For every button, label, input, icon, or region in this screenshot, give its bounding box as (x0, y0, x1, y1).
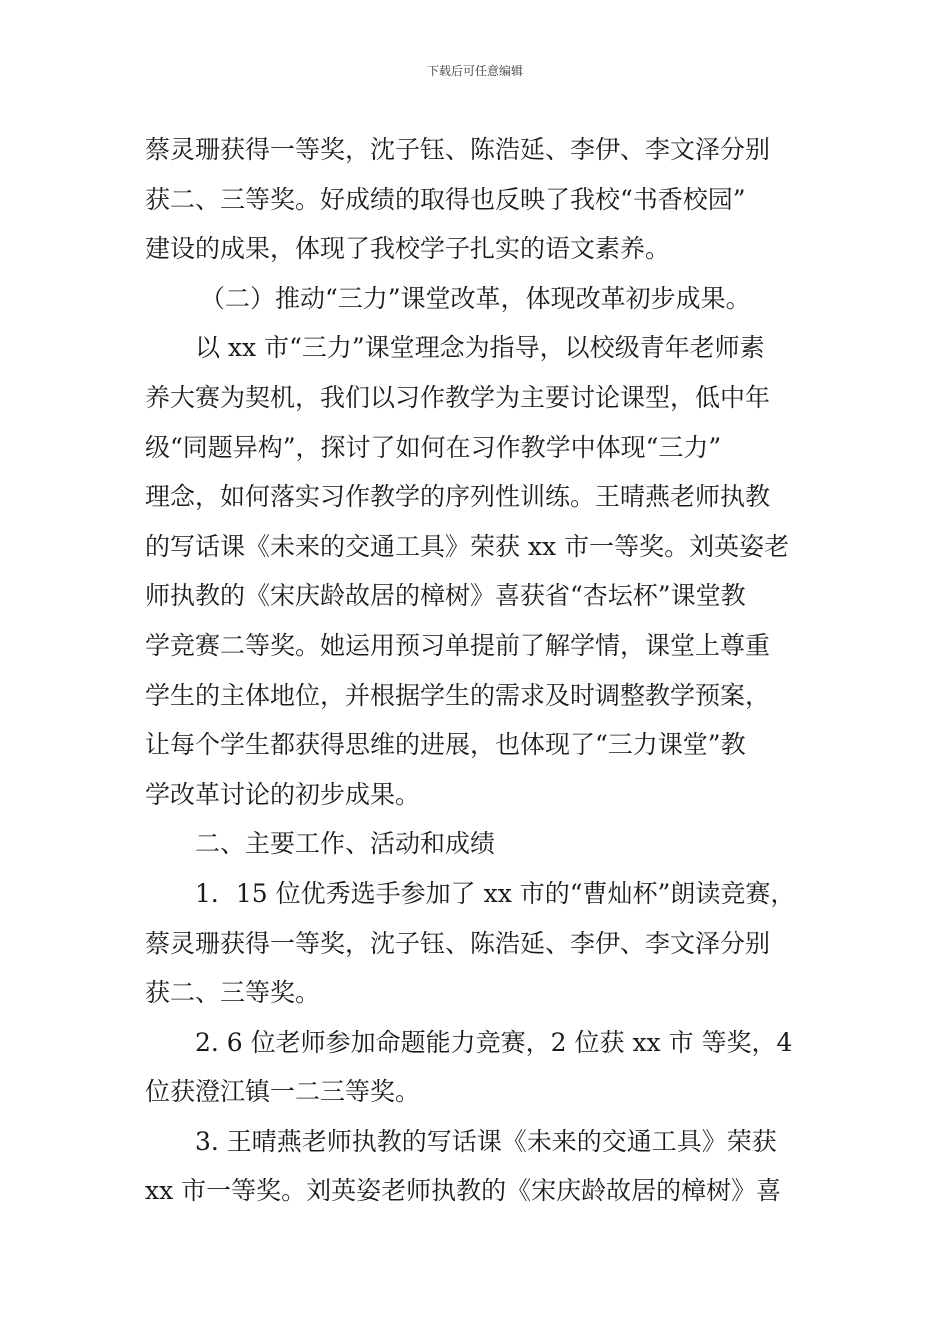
text-line: 蔡灵珊获得一等奖，沈子钰、陈浩延、李伊、李文泽分别 (145, 928, 771, 958)
text-line: 以 xx 市“三力”课堂理念为指导，以校级青年老师素 (195, 333, 765, 363)
list-item-3: 3. 王晴燕老师执教的写话课《未来的交通工具》荣获 (195, 1126, 777, 1156)
text-line: xx 市一等奖。刘英姿老师执教的《宋庆龄故居的樟树》喜 (145, 1176, 782, 1206)
text-line: 学竞赛二等奖。她运用预习单提前了解学情，课堂上尊重 (145, 630, 771, 660)
text-line: 获二、三等奖。 (145, 978, 321, 1008)
text-line: 获二、三等奖。好成绩的取得也反映了我校“书香校园” (145, 184, 746, 214)
page-header-note: 下载后可任意编辑 (426, 64, 523, 78)
text-line: 的写话课《未来的交通工具》荣获 xx 市一等奖。刘英姿老 (145, 531, 790, 561)
list-item-1: 1．15 位优秀选手参加了 xx 市的“曹灿杯”朗读竞赛， (195, 878, 796, 908)
text-line: 学生的主体地位，并根据学生的需求及时调整教学预案， (145, 680, 771, 710)
text-line: 建设的成果，体现了我校学子扎实的语文素养。 (145, 234, 671, 264)
text-line: 位获澄江镇一二三等奖。 (145, 1077, 421, 1107)
text-line: 理念，如何落实习作教学的序列性训练。王晴燕老师执教 (145, 482, 771, 512)
section-heading: 二、主要工作、活动和成绩 (195, 829, 496, 859)
text-line: 养大赛为契机，我们以习作教学为主要讨论课型，低中年 (145, 382, 771, 412)
list-item-2: 2. 6 位老师参加命题能力竞赛，2 位获 xx 市 等奖，4 (195, 1027, 793, 1057)
text-line: 让每个学生都获得思维的进展，也体现了“三力课堂”教 (145, 730, 746, 760)
text-line: 蔡灵珊获得一等奖，沈子钰、陈浩延、李伊、李文泽分别 (145, 135, 771, 164)
document-body (145, 128, 810, 1219)
text-line: 级“同题异构”，探讨了如何在习作教学中体现“三力” (145, 432, 722, 462)
section-heading: （二）推动“三力”课堂改革，体现改革初步成果。 (200, 283, 751, 313)
text-line: 学改革讨论的初步成果。 (145, 779, 421, 809)
text-line: 师执教的《宋庆龄故居的樟树》喜获省“杏坛杯”课堂教 (145, 581, 746, 611)
